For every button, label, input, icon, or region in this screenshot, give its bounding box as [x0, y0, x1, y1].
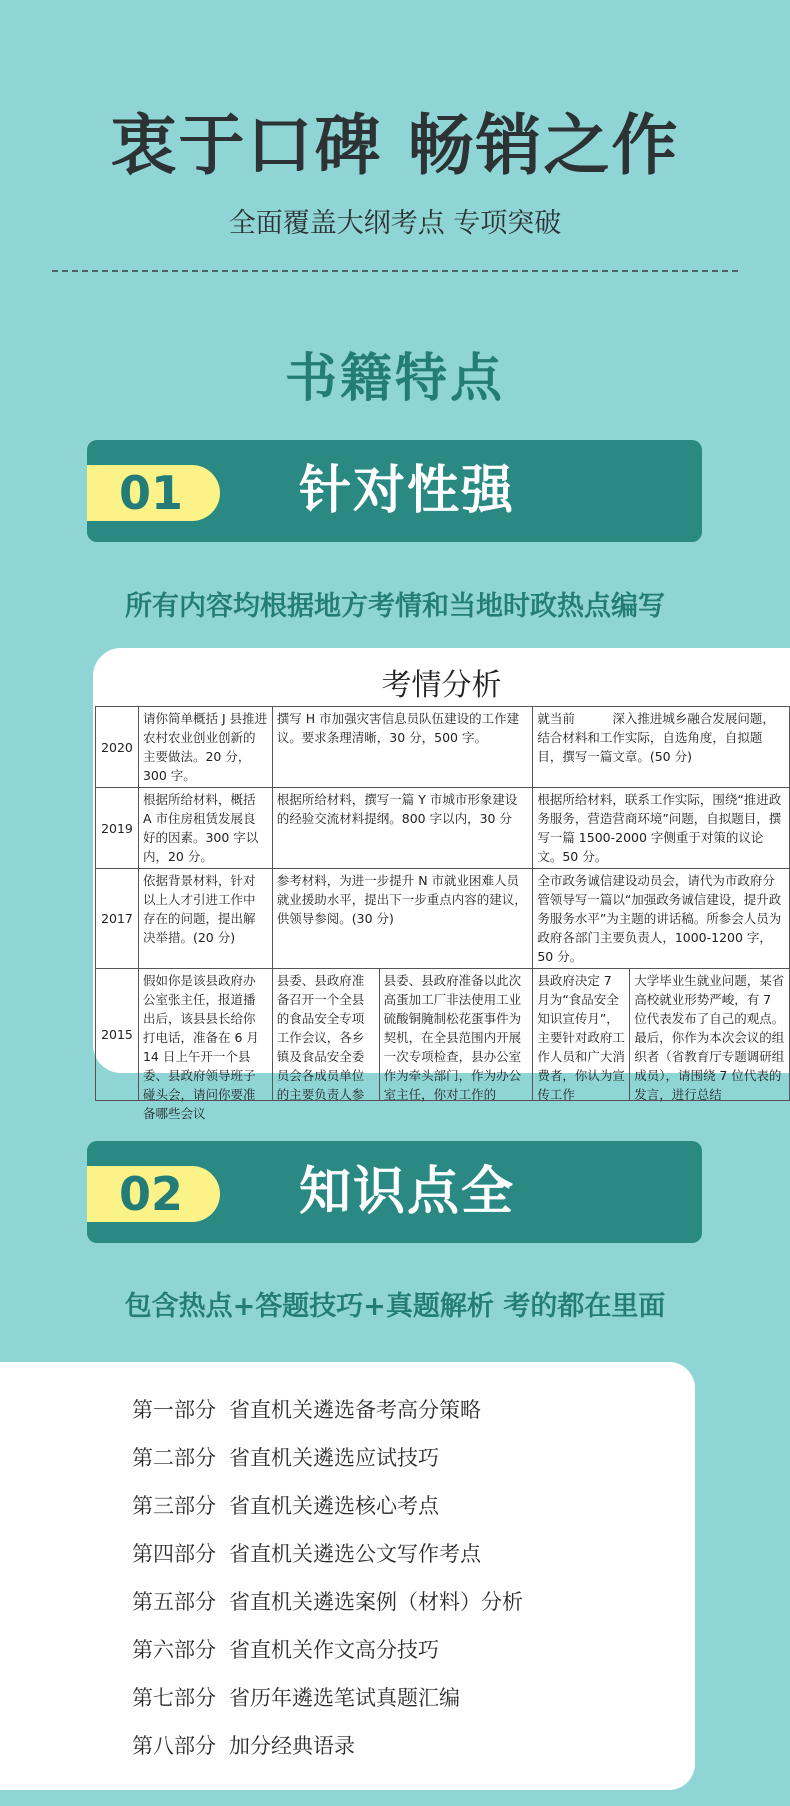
- feature-tagline-02: 包含热点+答题技巧+真题解析 考的都在里面: [124, 1291, 666, 1322]
- question-cell: 撰写 H 市加强灾害信息员队伍建设的工作建议。要求条理清晰，30 分，500 字。: [272, 707, 533, 788]
- feature-banner-01: [87, 440, 702, 542]
- question-cell: 全市政务诚信建设动员会，请代为市政府分管领导写一篇以“加强政务诚信建设，提升政务服务水平”为主题的讲话稿。所参会人员为政府各部门主要负责人，1000-1200 字，50 分。: [533, 869, 790, 969]
- list-item: 第六部分 省直机关作文高分技巧: [132, 1638, 439, 1662]
- exam-table-title: 考情分析: [381, 668, 502, 703]
- question-cell: 请你简单概括 J 县推进农村农业创业创新的主要做法。20 分，300 字。: [138, 707, 272, 788]
- table-row: [96, 869, 790, 969]
- question-cell: 根据所给材料，概括 A 市住房租赁发展良好的因素。300 字以内，20 分。: [138, 788, 272, 869]
- exam-analysis-table: [95, 706, 790, 1121]
- feature-title: 针对性强: [299, 461, 516, 521]
- feature-tagline-01: 所有内容均根据地方考情和当地时政热点编写: [125, 591, 665, 622]
- question-cell: 大学毕业生就业问题，某省高校就业形势严峻，有 7 位代表发布了自己的观点。最后，你作为本次会议的组织者（省教育厅专题调研组成员），请围绕 7 位代表的发言，进行总结: [630, 969, 790, 1101]
- feature-number-badge: 02: [87, 1166, 220, 1222]
- section-title: 书籍特点: [284, 349, 505, 409]
- year-cell: 2015: [96, 969, 139, 1101]
- list-item: 第八部分 加分经典语录: [132, 1734, 355, 1758]
- question-cell: 根据所给材料，撰写一篇 Y 市城市形象建设的经验交流材料提纲。800 字以内，30 分: [272, 788, 533, 869]
- table-row: [96, 969, 790, 1101]
- list-item: 第七部分 省历年遴选笔试真题汇编: [132, 1686, 460, 1710]
- question-cell: 假如你是该县政府办公室张主任，报道播出后，该县县长给你打电话，准备在 6 月 14 日上午开一个县委、县政府领导班子碰头会，请问你要准备哪些会议: [138, 969, 272, 1101]
- list-item: 第五部分 省直机关遴选案例（材料）分析: [132, 1590, 523, 1614]
- feature-banner-02: [87, 1141, 702, 1243]
- list-item: 第一部分 省直机关遴选备考高分策略: [132, 1398, 481, 1422]
- subheadline: 全面覆盖大纲考点 专项突破: [228, 208, 562, 239]
- year-cell: 2017: [96, 869, 139, 969]
- year-cell: 2019: [96, 788, 139, 869]
- question-cell: 县委、县政府准备以此次高蛋加工厂非法使用工业硫酸铜腌制松花蛋事件为契机，在全县范围内开展一次专项检查，县办公室作为牵头部门，作为办公室主任，你对工作的: [379, 969, 533, 1101]
- year-cell: 2020: [96, 707, 139, 788]
- contents-card: [0, 1362, 695, 1790]
- question-cell: 县政府决定 7 月为“食品安全知识宣传月”，主要针对政府工作人员和广大消费者，你认为宣传工作: [533, 969, 630, 1101]
- question-cell: 根据所给材料，联系工作实际，围绕“推进政务服务，营造营商环境”问题，自拟题目，撰写一篇 1500-2000 字侧重于对策的议论文。50 分。: [533, 788, 790, 869]
- question-cell: 参考材料，为进一步提升 N 市就业困难人员就业援助水平，提出下一步重点内容的建议，供领导参阅。(30 分): [272, 869, 533, 969]
- feature-title: 知识点全: [299, 1162, 516, 1222]
- feature-number-badge: 01: [87, 465, 220, 521]
- dashed-divider: [52, 270, 738, 272]
- list-item: 第四部分 省直机关遴选公文写作考点: [132, 1542, 481, 1566]
- question-cell: 就当前 深入推进城乡融合发展问题，结合材料和工作实际，自选角度，自拟题目，撰写一篇文章。(50 分): [533, 707, 790, 788]
- question-cell: 依据背景材料，针对以上人才引进工作中存在的问题，提出解决举措。(20 分): [138, 869, 272, 969]
- table-row: [96, 707, 790, 788]
- list-item: 第二部分 省直机关遴选应试技巧: [132, 1446, 439, 1470]
- table-row: [96, 788, 790, 869]
- exam-analysis-card: [93, 648, 790, 1121]
- question-cell: 县委、县政府准备召开一个全县的食品安全专项工作会议，各乡镇及食品安全委员会各成员单位的主要负责人参: [272, 969, 379, 1101]
- headline: 衷于口碑 畅销之作: [110, 107, 680, 184]
- list-item: 第三部分 省直机关遴选核心考点: [132, 1494, 439, 1518]
